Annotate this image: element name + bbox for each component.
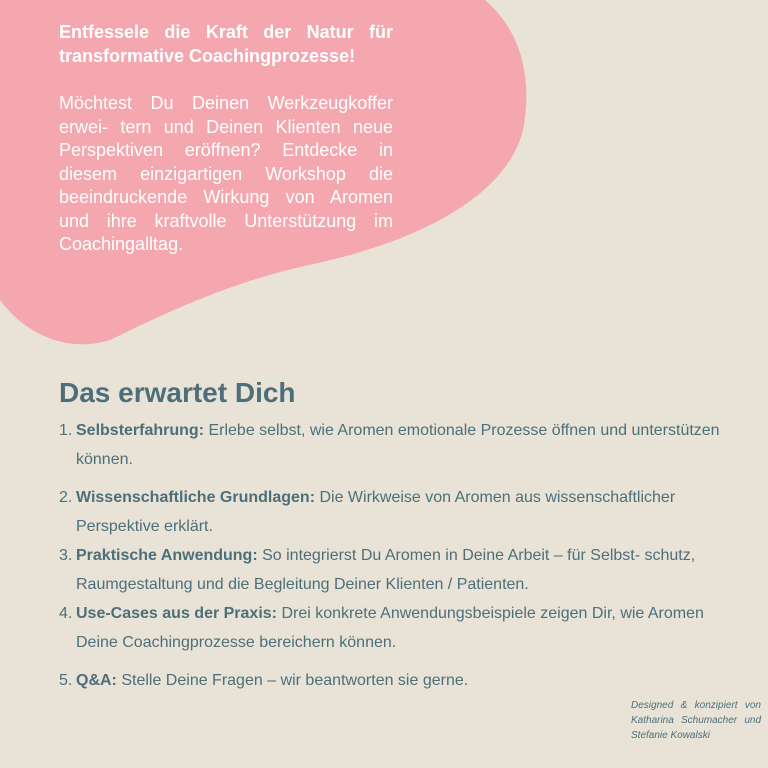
section-title: Das erwartet Dich [59, 377, 296, 408]
list-item-title: Use-Cases aus der Praxis: [76, 605, 277, 622]
list-item [59, 541, 739, 599]
credit-line: Designed & konzipiert von [631, 700, 761, 711]
intro-heading [59, 20, 393, 68]
list-item-title: Selbsterfahrung: [76, 422, 205, 439]
list-item-text: Drei konkrete Anwendungsbeispiele zeigen Dir, wie Aromen Deine Coachingprozesse bereichern können. [76, 605, 704, 651]
intro-heading-line2: transformative Coachingprozesse! [59, 46, 356, 66]
list-item-title: Q&A: [76, 672, 117, 689]
intro-block [59, 20, 393, 257]
list-item [59, 666, 739, 695]
list-item-number: 3. [59, 547, 73, 564]
list-item [59, 483, 739, 541]
list-item-number: 1. [59, 422, 73, 439]
list-item-text: Die Wirkweise von Aromen aus wissenschaftlicher Perspektive erklärt. [76, 489, 676, 535]
intro-paragraph: Möchtest Du Deinen Werkzeugkoffer erwei- tern und Deinen Klienten neue Perspektiven eröffnen? Entdecke in diesem einzigartigen Workshop die beeindruckende Wirkung von Aromen und ihre kraftvolle Unterstützung im Coachingalltag. [59, 93, 393, 254]
credit-note [631, 698, 761, 743]
list-item [59, 416, 739, 474]
list-item-number: 5. [59, 672, 73, 689]
list-item [59, 599, 739, 657]
list-item-number: 4. [59, 605, 73, 622]
list-item-title: Wissenschaftliche Grundlagen: [76, 489, 316, 506]
credit-line: Katharina Schumacher und [631, 715, 761, 726]
expectation-list [59, 416, 739, 695]
list-item-text: So integrierst Du Aromen in Deine Arbeit – für Selbst- schutz, Raumgestaltung und die Begleitung Deiner Klienten / Patienten. [76, 547, 696, 593]
list-item-title: Praktische Anwendung: [76, 547, 258, 564]
list-item-text: Stelle Deine Fragen – wir beantworten sie gerne. [116, 672, 469, 689]
intro-heading-line1: Entfessele die Kraft der Natur für [59, 22, 393, 42]
list-item-text: Erlebe selbst, wie Aromen emotionale Prozesse öffnen und unterstützen können. [76, 422, 720, 468]
credit-line: Stefanie Kowalski [631, 730, 710, 741]
list-item-number: 2. [59, 489, 73, 506]
